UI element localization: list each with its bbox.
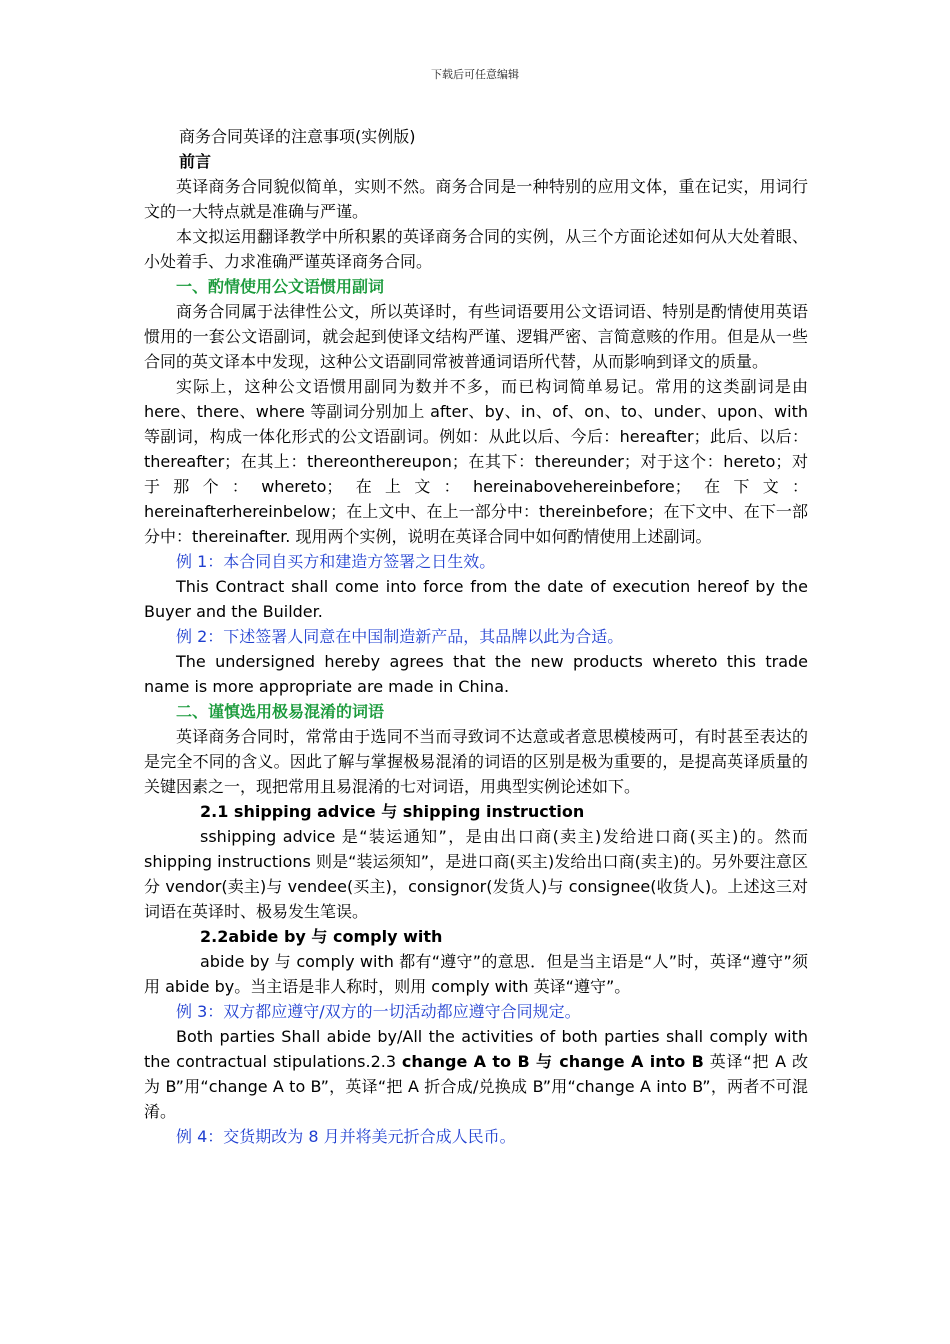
paragraph: 英译商务合同时，常常由于选同不当而寻致词不达意或者意思模棱两可，有时甚至表达的是完全不同的含义。因此了解与掌握极易混淆的词语的区别是极为重要的，是提高英译质量的关键因素之一，现把常用且易混淆的七对词语，用典型实例论述如下。 (144, 727, 808, 796)
subheading-2-2: 2.2abide by 与 comply with (200, 927, 443, 946)
example-1-translation: This Contract shall come into force from the date of execution hereof by the Buyer and the Builder. (144, 577, 808, 621)
page-header: 下载后可任意编辑 (431, 68, 519, 81)
example-3: 例 3：双方都应遵守/双方的一切活动都应遵守合同规定。 (176, 1002, 581, 1021)
paragraph: abide by 与 comply with 都有“遵守”的意思．但是当主语是“人”时，英译“遵守”须用 abide by。当主语是非人称时，则用 comply with 英译“遵守”。 (144, 952, 808, 996)
paragraph: 商务合同属于法律性公文，所以英译时，有些词语要用公文语词语、特别是酌情使用英语惯用的一套公文语副词，就会起到使译文结构严谨、逻辑严密、言简意赅的作用。但是从一些合同的英文译本中发现，这种公文语副同常被普通词语所代替，从而影响到译文的质量。 (144, 302, 808, 371)
section-heading-1: 一、酌情使用公文语惯用副词 (176, 277, 385, 296)
section-heading-2: 二、谨慎选用极易混淆的词语 (176, 702, 385, 721)
document-title: 商务合同英译的注意事项(实例版) (179, 127, 416, 146)
example-3-translation: Both parties Shall abide by/All the activities of both parties shall comply with the contractual stipulations.2.3 (144, 1027, 808, 1071)
paragraph: 英译商务合同貌似简单，实则不然。商务合同是一种特别的应用文体，重在记实，用词行文的一大特点就是准确与严谨。 (144, 177, 808, 221)
paragraph (144, 1024, 808, 1124)
document-body (144, 124, 808, 1149)
example-2: 例 2：下述签署人同意在中国制造新产品，其品牌以此为合适。 (176, 627, 624, 646)
subheading-2-1: 2.1 shipping advice 与 shipping instruction (200, 802, 585, 821)
subheading-2-3: change A to B 与 change A into B (401, 1052, 704, 1071)
paragraph: 实际上，这种公文语惯用副同为数并不多，而已构词简单易记。常用的这类副词是由 here、there、where 等副词分别加上 after、by、in、of、on、to、under、upon、with 等副词，构成一体化形式的公文语副词。例如：从此以后、今后：hereafter；此后、以后：thereafter；在其上：thereonthereupon；在其下：thereunder；对于这个：hereto；对于那个：whereto；在上文：hereinabovehereinbefore；在下文：hereinafterhereinbelow；在上文中、在上一部分中：thereinbefore；在下文中、在下一部分中：thereinafter. 现用两个实例，说明在英译合同中如何酌情使用上述副词。 (144, 377, 808, 546)
example-4: 例 4：交货期改为 8 月并将美元折合成人民币。 (176, 1127, 516, 1146)
paragraph-text: 英译“把 A 改为 B”用“change A to B”，英译“把 A 折合成/兑换成 B”用“change A into B”，两者不可混淆。 (144, 1052, 808, 1121)
example-2-translation: The undersigned hereby agrees that the new products whereto this trade name is more appropriate are made in China. (144, 652, 808, 696)
intro-heading: 前言 (179, 152, 212, 171)
paragraph: sshipping advice 是“装运通知”，是由出口商(卖主)发给进口商(买主)的。然而 shipping instructions 则是“装运须知”，是进口商(买主)发给出口商(卖主)的。另外要注意区分 vendor(卖主)与 vendee(买主)，consignor(发货人)与 consignee(收货人)。上述这三对词语在英译时、极易发生笔误。 (144, 827, 808, 921)
paragraph: 本文拟运用翻译教学中所积累的英译商务合同的实例，从三个方面论述如何从大处着眼、小处着手、力求准确严谨英译商务合同。 (144, 227, 808, 271)
example-1: 例 1：本合同自买方和建造方签署之日生效。 (176, 552, 496, 571)
